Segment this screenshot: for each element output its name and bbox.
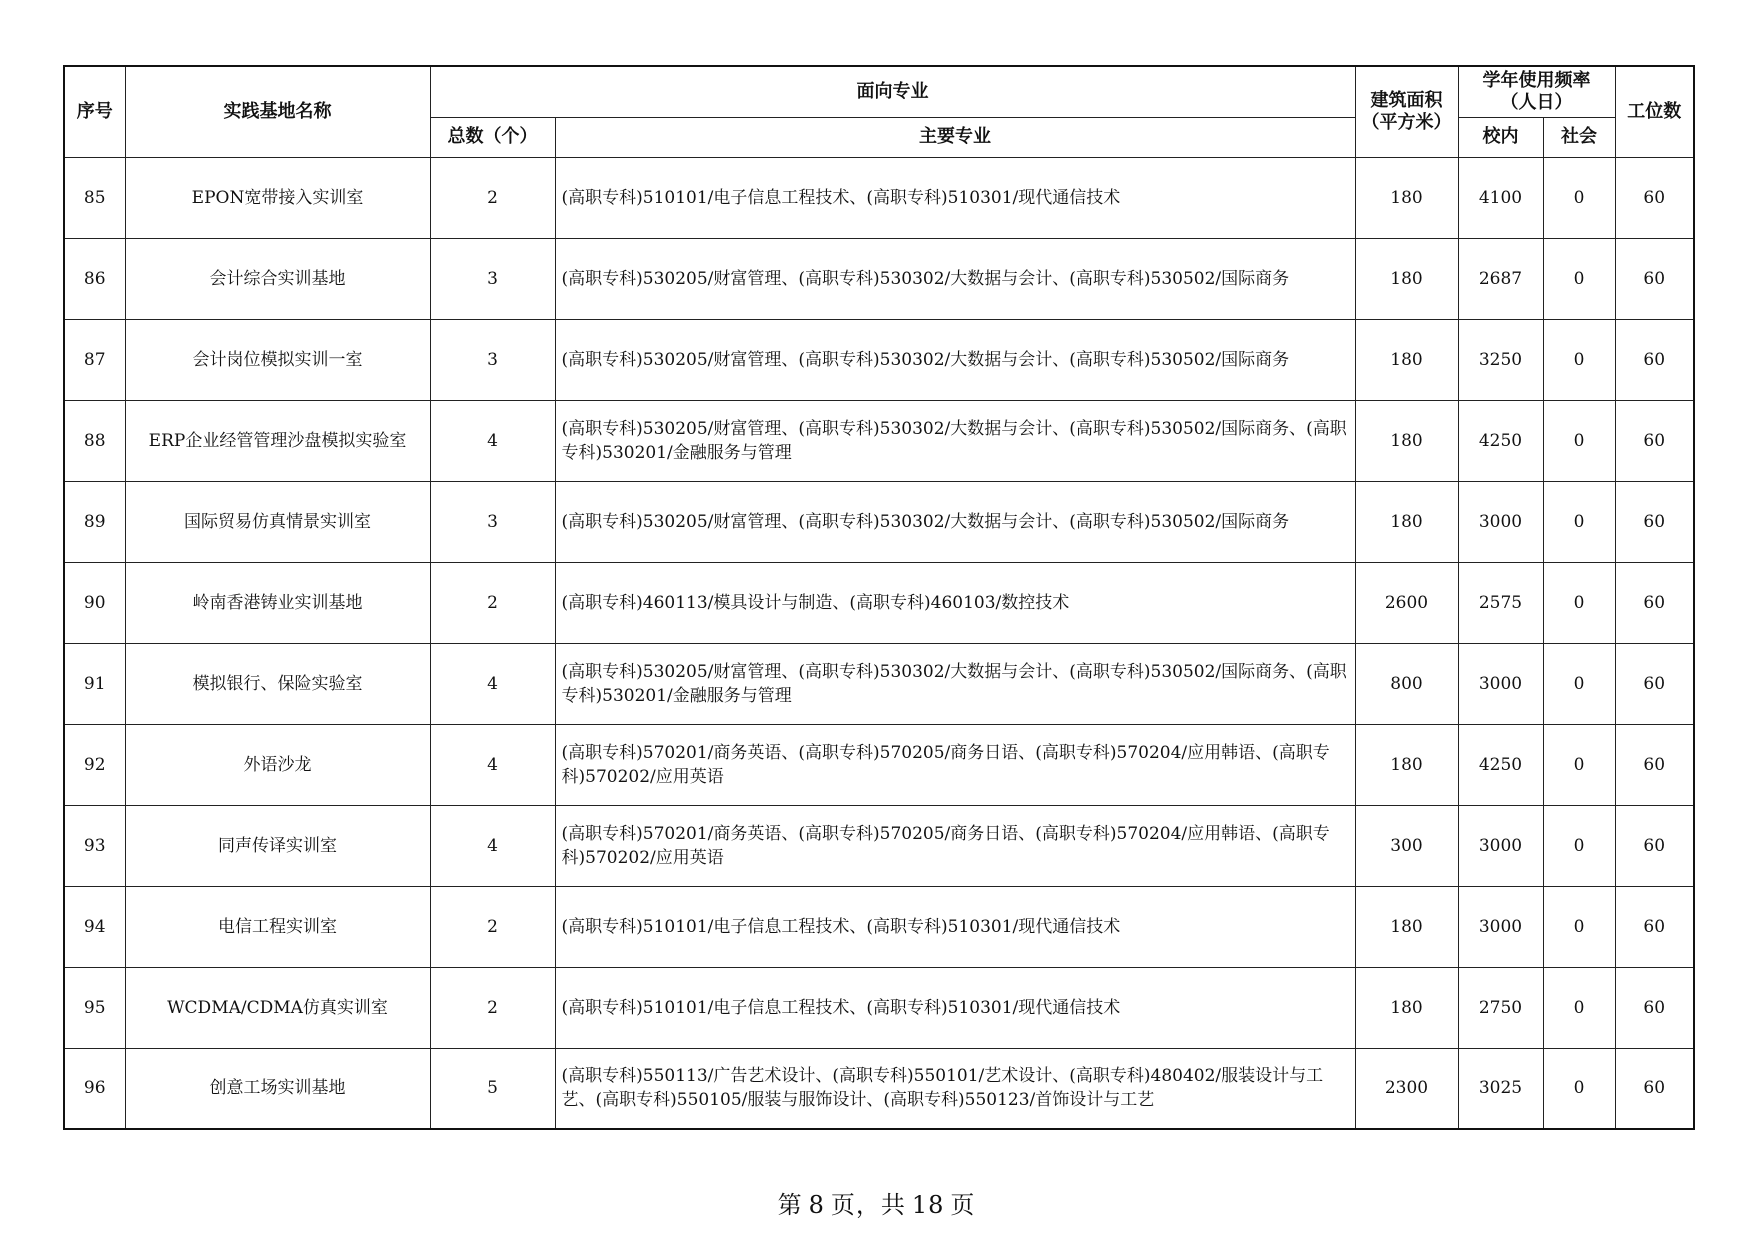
table-row [64,724,1694,805]
header-frequency-line2: （人日） [1500,91,1573,113]
cell-majors: (高职专科)460113/模具设计与制造、(高职专科)460103/数控技术 [555,562,1355,643]
header-area-line1: 建筑面积 [1370,89,1443,111]
cell-on-campus: 4250 [1458,724,1543,805]
cell-seq: 91 [64,643,125,724]
footer-suffix: 页 [950,1191,976,1219]
cell-seq: 89 [64,481,125,562]
table-row [64,805,1694,886]
table-row [64,643,1694,724]
cell-total: 3 [430,319,555,400]
cell-majors: (高职专科)510101/电子信息工程技术、(高职专科)510301/现代通信技术 [555,886,1355,967]
cell-area: 800 [1355,643,1458,724]
table-row [64,319,1694,400]
cell-majors: (高职专科)550113/广告艺术设计、(高职专科)550101/艺术设计、(高职专科)480402/服装设计与工艺、(高职专科)550105/服装与服饰设计、(高职专科)550123/首饰设计与工艺 [555,1048,1355,1129]
cell-social: 0 [1543,481,1615,562]
header-social: 社会 [1543,117,1615,157]
table-row [64,481,1694,562]
cell-base-name: 同声传译实训室 [125,805,430,886]
cell-area: 180 [1355,238,1458,319]
header-total: 总数（个） [430,117,555,157]
cell-total: 2 [430,886,555,967]
table-row [64,157,1694,238]
header-frequency-line1: 学年使用频率 [1482,69,1591,91]
footer-page-number: 8 [808,1191,825,1219]
cell-workstations: 60 [1615,886,1694,967]
table-body [64,157,1694,1129]
cell-base-name: 模拟银行、保险实验室 [125,643,430,724]
cell-seq: 93 [64,805,125,886]
cell-total: 2 [430,157,555,238]
cell-workstations: 60 [1615,238,1694,319]
cell-base-name: 会计综合实训基地 [125,238,430,319]
cell-social: 0 [1543,643,1615,724]
footer-total-pages: 18 [911,1191,945,1219]
table-row [64,238,1694,319]
cell-base-name: EPON宽带接入实训室 [125,157,430,238]
cell-majors: (高职专科)530205/财富管理、(高职专科)530302/大数据与会计、(高职专科)530502/国际商务 [555,238,1355,319]
table-row [64,967,1694,1048]
cell-on-campus: 3000 [1458,643,1543,724]
table-row [64,1048,1694,1129]
cell-base-name: 岭南香港铸业实训基地 [125,562,430,643]
cell-workstations: 60 [1615,400,1694,481]
cell-on-campus: 3250 [1458,319,1543,400]
cell-base-name: 国际贸易仿真情景实训室 [125,481,430,562]
header-frequency [1458,66,1615,117]
cell-total: 2 [430,967,555,1048]
header-majors-group: 面向专业 [430,66,1355,117]
cell-social: 0 [1543,319,1615,400]
cell-base-name: 电信工程实训室 [125,886,430,967]
cell-on-campus: 2750 [1458,967,1543,1048]
cell-workstations: 60 [1615,724,1694,805]
cell-seq: 88 [64,400,125,481]
header-area [1355,66,1458,157]
cell-workstations: 60 [1615,1048,1694,1129]
header-seq: 序号 [64,66,125,157]
cell-seq: 86 [64,238,125,319]
cell-on-campus: 4100 [1458,157,1543,238]
cell-majors: (高职专科)510101/电子信息工程技术、(高职专科)510301/现代通信技术 [555,157,1355,238]
cell-majors: (高职专科)570201/商务英语、(高职专科)570205/商务日语、(高职专科)570204/应用韩语、(高职专科)570202/应用英语 [555,724,1355,805]
table-row [64,562,1694,643]
cell-workstations: 60 [1615,967,1694,1048]
cell-area: 180 [1355,724,1458,805]
cell-base-name: 外语沙龙 [125,724,430,805]
cell-seq: 90 [64,562,125,643]
cell-seq: 85 [64,157,125,238]
cell-total: 3 [430,238,555,319]
cell-seq: 92 [64,724,125,805]
cell-on-campus: 3000 [1458,481,1543,562]
cell-area: 180 [1355,481,1458,562]
cell-total: 5 [430,1048,555,1129]
cell-area: 180 [1355,886,1458,967]
cell-total: 4 [430,643,555,724]
cell-majors: (高职专科)530205/财富管理、(高职专科)530302/大数据与会计、(高职专科)530502/国际商务 [555,319,1355,400]
cell-majors: (高职专科)570201/商务英语、(高职专科)570205/商务日语、(高职专科)570204/应用韩语、(高职专科)570202/应用英语 [555,805,1355,886]
cell-base-name: 会计岗位模拟实训一室 [125,319,430,400]
cell-total: 4 [430,805,555,886]
cell-majors: (高职专科)530205/财富管理、(高职专科)530302/大数据与会计、(高职专科)530502/国际商务、(高职专科)530201/金融服务与管理 [555,643,1355,724]
cell-area: 180 [1355,319,1458,400]
cell-on-campus: 3000 [1458,886,1543,967]
cell-area: 2600 [1355,562,1458,643]
header-main-majors: 主要专业 [555,117,1355,157]
cell-area: 180 [1355,157,1458,238]
cell-total: 2 [430,562,555,643]
cell-majors: (高职专科)530205/财富管理、(高职专科)530302/大数据与会计、(高职专科)530502/国际商务、(高职专科)530201/金融服务与管理 [555,400,1355,481]
cell-social: 0 [1543,562,1615,643]
header-base-name: 实践基地名称 [125,66,430,157]
practice-base-table [63,65,1695,1130]
header-area-line2: （平方米） [1361,111,1452,133]
cell-on-campus: 4250 [1458,400,1543,481]
cell-social: 0 [1543,400,1615,481]
cell-workstations: 60 [1615,481,1694,562]
cell-social: 0 [1543,805,1615,886]
header-on-campus: 校内 [1458,117,1543,157]
header-workstations: 工位数 [1615,66,1694,157]
cell-total: 3 [430,481,555,562]
cell-seq: 94 [64,886,125,967]
cell-base-name: WCDMA/CDMA仿真实训室 [125,967,430,1048]
cell-area: 2300 [1355,1048,1458,1129]
cell-social: 0 [1543,238,1615,319]
cell-workstations: 60 [1615,805,1694,886]
cell-area: 180 [1355,400,1458,481]
footer-mid: 页，共 [830,1191,906,1219]
cell-social: 0 [1543,886,1615,967]
footer-prefix: 第 [777,1191,803,1219]
table-row [64,400,1694,481]
cell-on-campus: 2575 [1458,562,1543,643]
cell-base-name: ERP企业经管管理沙盘模拟实验室 [125,400,430,481]
cell-on-campus: 3025 [1458,1048,1543,1129]
cell-workstations: 60 [1615,643,1694,724]
cell-seq: 87 [64,319,125,400]
cell-on-campus: 3000 [1458,805,1543,886]
cell-social: 0 [1543,1048,1615,1129]
cell-on-campus: 2687 [1458,238,1543,319]
cell-base-name: 创意工场实训基地 [125,1048,430,1129]
cell-seq: 95 [64,967,125,1048]
cell-workstations: 60 [1615,562,1694,643]
cell-workstations: 60 [1615,319,1694,400]
cell-area: 300 [1355,805,1458,886]
cell-social: 0 [1543,967,1615,1048]
cell-majors: (高职专科)510101/电子信息工程技术、(高职专科)510301/现代通信技术 [555,967,1355,1048]
cell-total: 4 [430,400,555,481]
cell-workstations: 60 [1615,157,1694,238]
cell-social: 0 [1543,724,1615,805]
cell-majors: (高职专科)530205/财富管理、(高职专科)530302/大数据与会计、(高职专科)530502/国际商务 [555,481,1355,562]
cell-total: 4 [430,724,555,805]
cell-social: 0 [1543,157,1615,238]
cell-seq: 96 [64,1048,125,1129]
page-footer [0,1185,1753,1220]
cell-area: 180 [1355,967,1458,1048]
table-row [64,886,1694,967]
